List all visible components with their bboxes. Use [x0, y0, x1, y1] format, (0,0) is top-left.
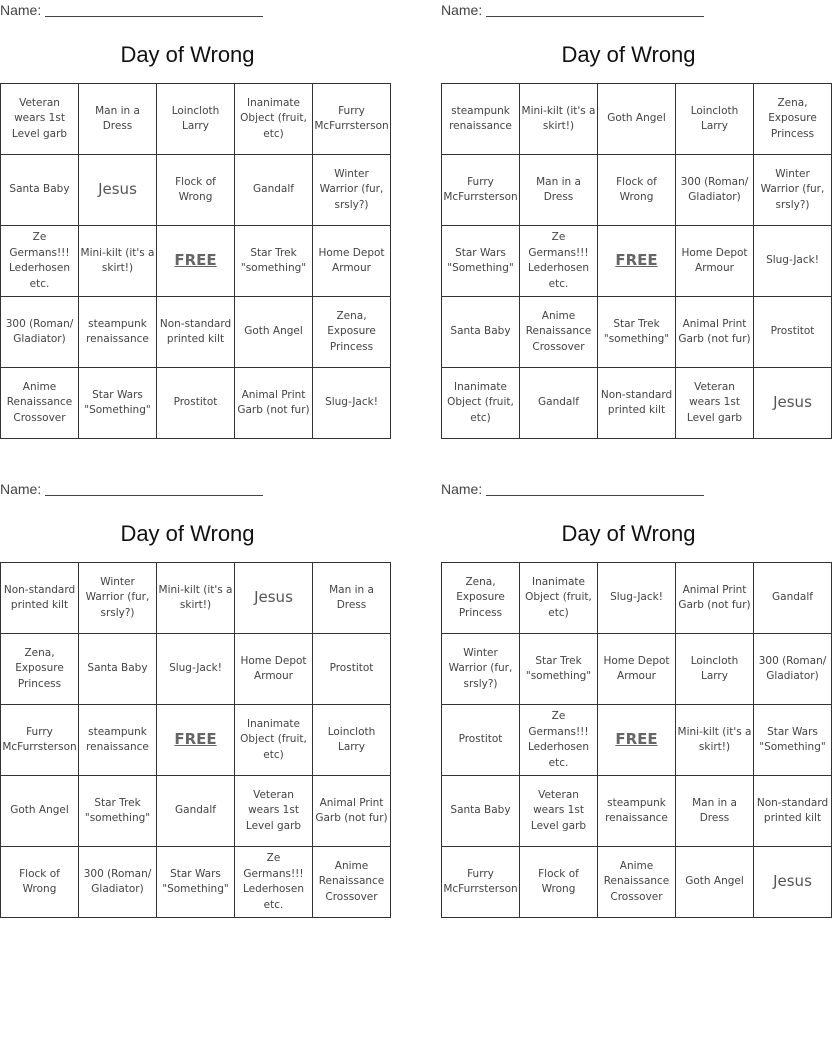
grid-cell[interactable]: Furry McFurrsterson — [1, 705, 79, 776]
name-field[interactable] — [0, 2, 263, 20]
grid-row — [1, 368, 391, 439]
bingo-grid — [441, 562, 832, 918]
name-field[interactable] — [441, 2, 704, 20]
grid-row — [442, 705, 832, 776]
grid-cell[interactable]: Gandalf — [235, 155, 313, 226]
grid-cell[interactable]: Zena, Exposure Princess — [754, 84, 832, 155]
name-label: Name: — [0, 481, 42, 497]
card-title: Day of Wrong — [561, 42, 696, 67]
grid-cell[interactable]: Non-standard printed kilt — [157, 297, 235, 368]
grid-cell[interactable]: Prostitot — [157, 368, 235, 439]
grid-cell[interactable]: Jesus — [754, 368, 832, 439]
grid-cell[interactable]: Santa Baby — [442, 297, 520, 368]
grid-row — [442, 226, 832, 297]
grid-cell[interactable]: Inanimate Object (fruit, etc) — [520, 563, 598, 634]
grid-cell[interactable]: Anime Renaissance Crossover — [313, 847, 391, 918]
grid-cell[interactable]: Home Depot Armour — [598, 634, 676, 705]
grid-cell[interactable]: Veteran wears 1st Level garb — [1, 84, 79, 155]
grid-row — [442, 563, 832, 634]
grid-cell[interactable]: Animal Print Garb (not fur) — [235, 368, 313, 439]
grid-cell[interactable]: Flock of Wrong — [598, 155, 676, 226]
grid-cell[interactable]: Star Wars "Something" — [754, 705, 832, 776]
grid-cell[interactable]: 300 (Roman/ Gladiator) — [1, 297, 79, 368]
name-field[interactable] — [0, 481, 263, 499]
grid-cell[interactable]: 300 (Roman/ Gladiator) — [754, 634, 832, 705]
grid-cell[interactable]: Loincloth Larry — [676, 84, 754, 155]
card-title: Day of Wrong — [120, 521, 255, 546]
grid-cell[interactable]: Anime Renaissance Crossover — [520, 297, 598, 368]
grid-cell[interactable]: Ze Germans!!! Lederhosen etc. — [520, 705, 598, 776]
name-label: Name: — [441, 2, 483, 18]
grid-row — [1, 155, 391, 226]
grid-cell[interactable]: Home Depot Armour — [235, 634, 313, 705]
free-cell[interactable]: FREE — [157, 226, 235, 297]
grid-row — [1, 776, 391, 847]
grid-row — [442, 634, 832, 705]
grid-cell[interactable]: steampunk renaissance — [79, 297, 157, 368]
grid-cell[interactable]: Slug-Jack! — [598, 563, 676, 634]
grid-cell[interactable]: Star Wars "Something" — [442, 226, 520, 297]
grid-cell[interactable]: Anime Renaissance Crossover — [598, 847, 676, 918]
grid-cell[interactable]: Veteran wears 1st Level garb — [235, 776, 313, 847]
grid-row — [442, 84, 832, 155]
grid-cell[interactable]: Slug-Jack! — [313, 368, 391, 439]
grid-cell[interactable]: Star Wars "Something" — [79, 368, 157, 439]
grid-cell[interactable]: Animal Print Garb (not fur) — [313, 776, 391, 847]
grid-row — [442, 847, 832, 918]
card-title: Day of Wrong — [120, 42, 255, 67]
grid-cell[interactable]: Man in a Dress — [520, 155, 598, 226]
grid-cell[interactable]: Mini-kilt (it's a skirt!) — [79, 226, 157, 297]
grid-cell[interactable]: Santa Baby — [442, 776, 520, 847]
grid-cell[interactable]: Animal Print Garb (not fur) — [676, 297, 754, 368]
name-field[interactable] — [441, 481, 704, 499]
grid-cell[interactable]: Inanimate Object (fruit, etc) — [235, 705, 313, 776]
grid-cell[interactable]: Jesus — [235, 563, 313, 634]
grid-row — [1, 84, 391, 155]
name-blank[interactable] — [45, 481, 263, 496]
grid-cell[interactable]: Flock of Wrong — [520, 847, 598, 918]
grid-cell[interactable]: Star Trek "something" — [598, 297, 676, 368]
grid-cell[interactable]: Star Wars "Something" — [157, 847, 235, 918]
grid-cell[interactable]: Loincloth Larry — [676, 634, 754, 705]
grid-cell[interactable]: Star Trek "something" — [235, 226, 313, 297]
grid-cell[interactable]: Goth Angel — [598, 84, 676, 155]
grid-cell[interactable]: Santa Baby — [1, 155, 79, 226]
grid-row — [442, 155, 832, 226]
grid-row — [442, 776, 832, 847]
grid-cell[interactable]: Furry McFurrsterson — [313, 84, 391, 155]
grid-cell[interactable]: Man in a Dress — [79, 84, 157, 155]
grid-cell[interactable]: Non-standard printed kilt — [1, 563, 79, 634]
grid-cell[interactable]: Loincloth Larry — [157, 84, 235, 155]
grid-cell[interactable]: Non-standard printed kilt — [598, 368, 676, 439]
grid-cell[interactable]: Mini-kilt (it's a skirt!) — [520, 84, 598, 155]
grid-cell[interactable]: Slug-Jack! — [754, 226, 832, 297]
grid-cell[interactable]: Goth Angel — [1, 776, 79, 847]
grid-cell[interactable]: 300 (Roman/ Gladiator) — [79, 847, 157, 918]
grid-row — [442, 368, 832, 439]
grid-row — [1, 297, 391, 368]
grid-cell[interactable]: Furry McFurrsterson — [442, 155, 520, 226]
grid-cell[interactable]: Winter Warrior (fur, srsly?) — [754, 155, 832, 226]
grid-cell[interactable]: Flock of Wrong — [157, 155, 235, 226]
grid-row — [1, 226, 391, 297]
grid-row — [1, 563, 391, 634]
grid-cell[interactable]: Gandalf — [157, 776, 235, 847]
grid-cell[interactable]: Jesus — [79, 155, 157, 226]
grid-cell[interactable]: Prostitot — [442, 705, 520, 776]
grid-cell[interactable]: Zena, Exposure Princess — [313, 297, 391, 368]
grid-cell[interactable]: Winter Warrior (fur, srsly?) — [79, 563, 157, 634]
grid-row — [1, 634, 391, 705]
grid-cell[interactable]: Mini-kilt (it's a skirt!) — [157, 563, 235, 634]
grid-row — [442, 297, 832, 368]
bingo-grid — [441, 83, 832, 439]
name-label: Name: — [441, 481, 483, 497]
card-title: Day of Wrong — [561, 521, 696, 546]
grid-cell[interactable]: Zena, Exposure Princess — [1, 634, 79, 705]
grid-cell[interactable]: Zena, Exposure Princess — [442, 563, 520, 634]
grid-cell[interactable]: Gandalf — [754, 563, 832, 634]
grid-cell[interactable]: Goth Angel — [676, 847, 754, 918]
grid-cell[interactable]: Star Trek "something" — [520, 634, 598, 705]
grid-cell[interactable]: steampunk renaissance — [598, 776, 676, 847]
grid-cell[interactable]: Non-standard printed kilt — [754, 776, 832, 847]
grid-cell[interactable]: Inanimate Object (fruit, etc) — [235, 84, 313, 155]
grid-cell[interactable]: Winter Warrior (fur, srsly?) — [313, 155, 391, 226]
grid-cell[interactable]: steampunk renaissance — [442, 84, 520, 155]
name-label: Name: — [0, 2, 42, 18]
grid-cell[interactable]: Home Depot Armour — [676, 226, 754, 297]
grid-cell[interactable]: Jesus — [754, 847, 832, 918]
name-blank[interactable] — [486, 2, 704, 17]
grid-cell[interactable]: 300 (Roman/ Gladiator) — [676, 155, 754, 226]
grid-cell[interactable]: Home Depot Armour — [313, 226, 391, 297]
name-blank[interactable] — [486, 481, 704, 496]
grid-cell[interactable]: Star Trek "something" — [79, 776, 157, 847]
grid-cell[interactable]: Gandalf — [520, 368, 598, 439]
grid-cell[interactable]: Ze Germans!!! Lederhosen etc. — [1, 226, 79, 297]
grid-cell[interactable]: Ze Germans!!! Lederhosen etc. — [235, 847, 313, 918]
grid-cell[interactable]: Winter Warrior (fur, srsly?) — [442, 634, 520, 705]
grid-row — [1, 847, 391, 918]
grid-cell[interactable]: Goth Angel — [235, 297, 313, 368]
grid-cell[interactable]: Animal Print Garb (not fur) — [676, 563, 754, 634]
grid-row — [1, 705, 391, 776]
grid-cell[interactable]: Ze Germans!!! Lederhosen etc. — [520, 226, 598, 297]
grid-cell[interactable]: Loincloth Larry — [313, 705, 391, 776]
grid-cell[interactable]: Prostitot — [313, 634, 391, 705]
name-blank[interactable] — [45, 2, 263, 17]
bingo-grid — [0, 562, 391, 918]
grid-cell[interactable]: Inanimate Object (fruit, etc) — [442, 368, 520, 439]
free-cell[interactable]: FREE — [157, 705, 235, 776]
grid-cell[interactable]: Anime Renaissance Crossover — [1, 368, 79, 439]
grid-cell[interactable]: steampunk renaissance — [79, 705, 157, 776]
grid-cell[interactable]: Mini-kilt (it's a skirt!) — [676, 705, 754, 776]
grid-cell[interactable]: Veteran wears 1st Level garb — [520, 776, 598, 847]
grid-cell[interactable]: Santa Baby — [79, 634, 157, 705]
grid-cell[interactable]: Furry McFurrsterson — [442, 847, 520, 918]
free-cell[interactable]: FREE — [598, 705, 676, 776]
bingo-grid — [0, 83, 391, 439]
grid-cell[interactable]: Prostitot — [754, 297, 832, 368]
grid-cell[interactable]: Man in a Dress — [313, 563, 391, 634]
grid-cell[interactable]: Flock of Wrong — [1, 847, 79, 918]
free-cell[interactable]: FREE — [598, 226, 676, 297]
grid-cell[interactable]: Veteran wears 1st Level garb — [676, 368, 754, 439]
grid-cell[interactable]: Slug-Jack! — [157, 634, 235, 705]
grid-cell[interactable]: Man in a Dress — [676, 776, 754, 847]
